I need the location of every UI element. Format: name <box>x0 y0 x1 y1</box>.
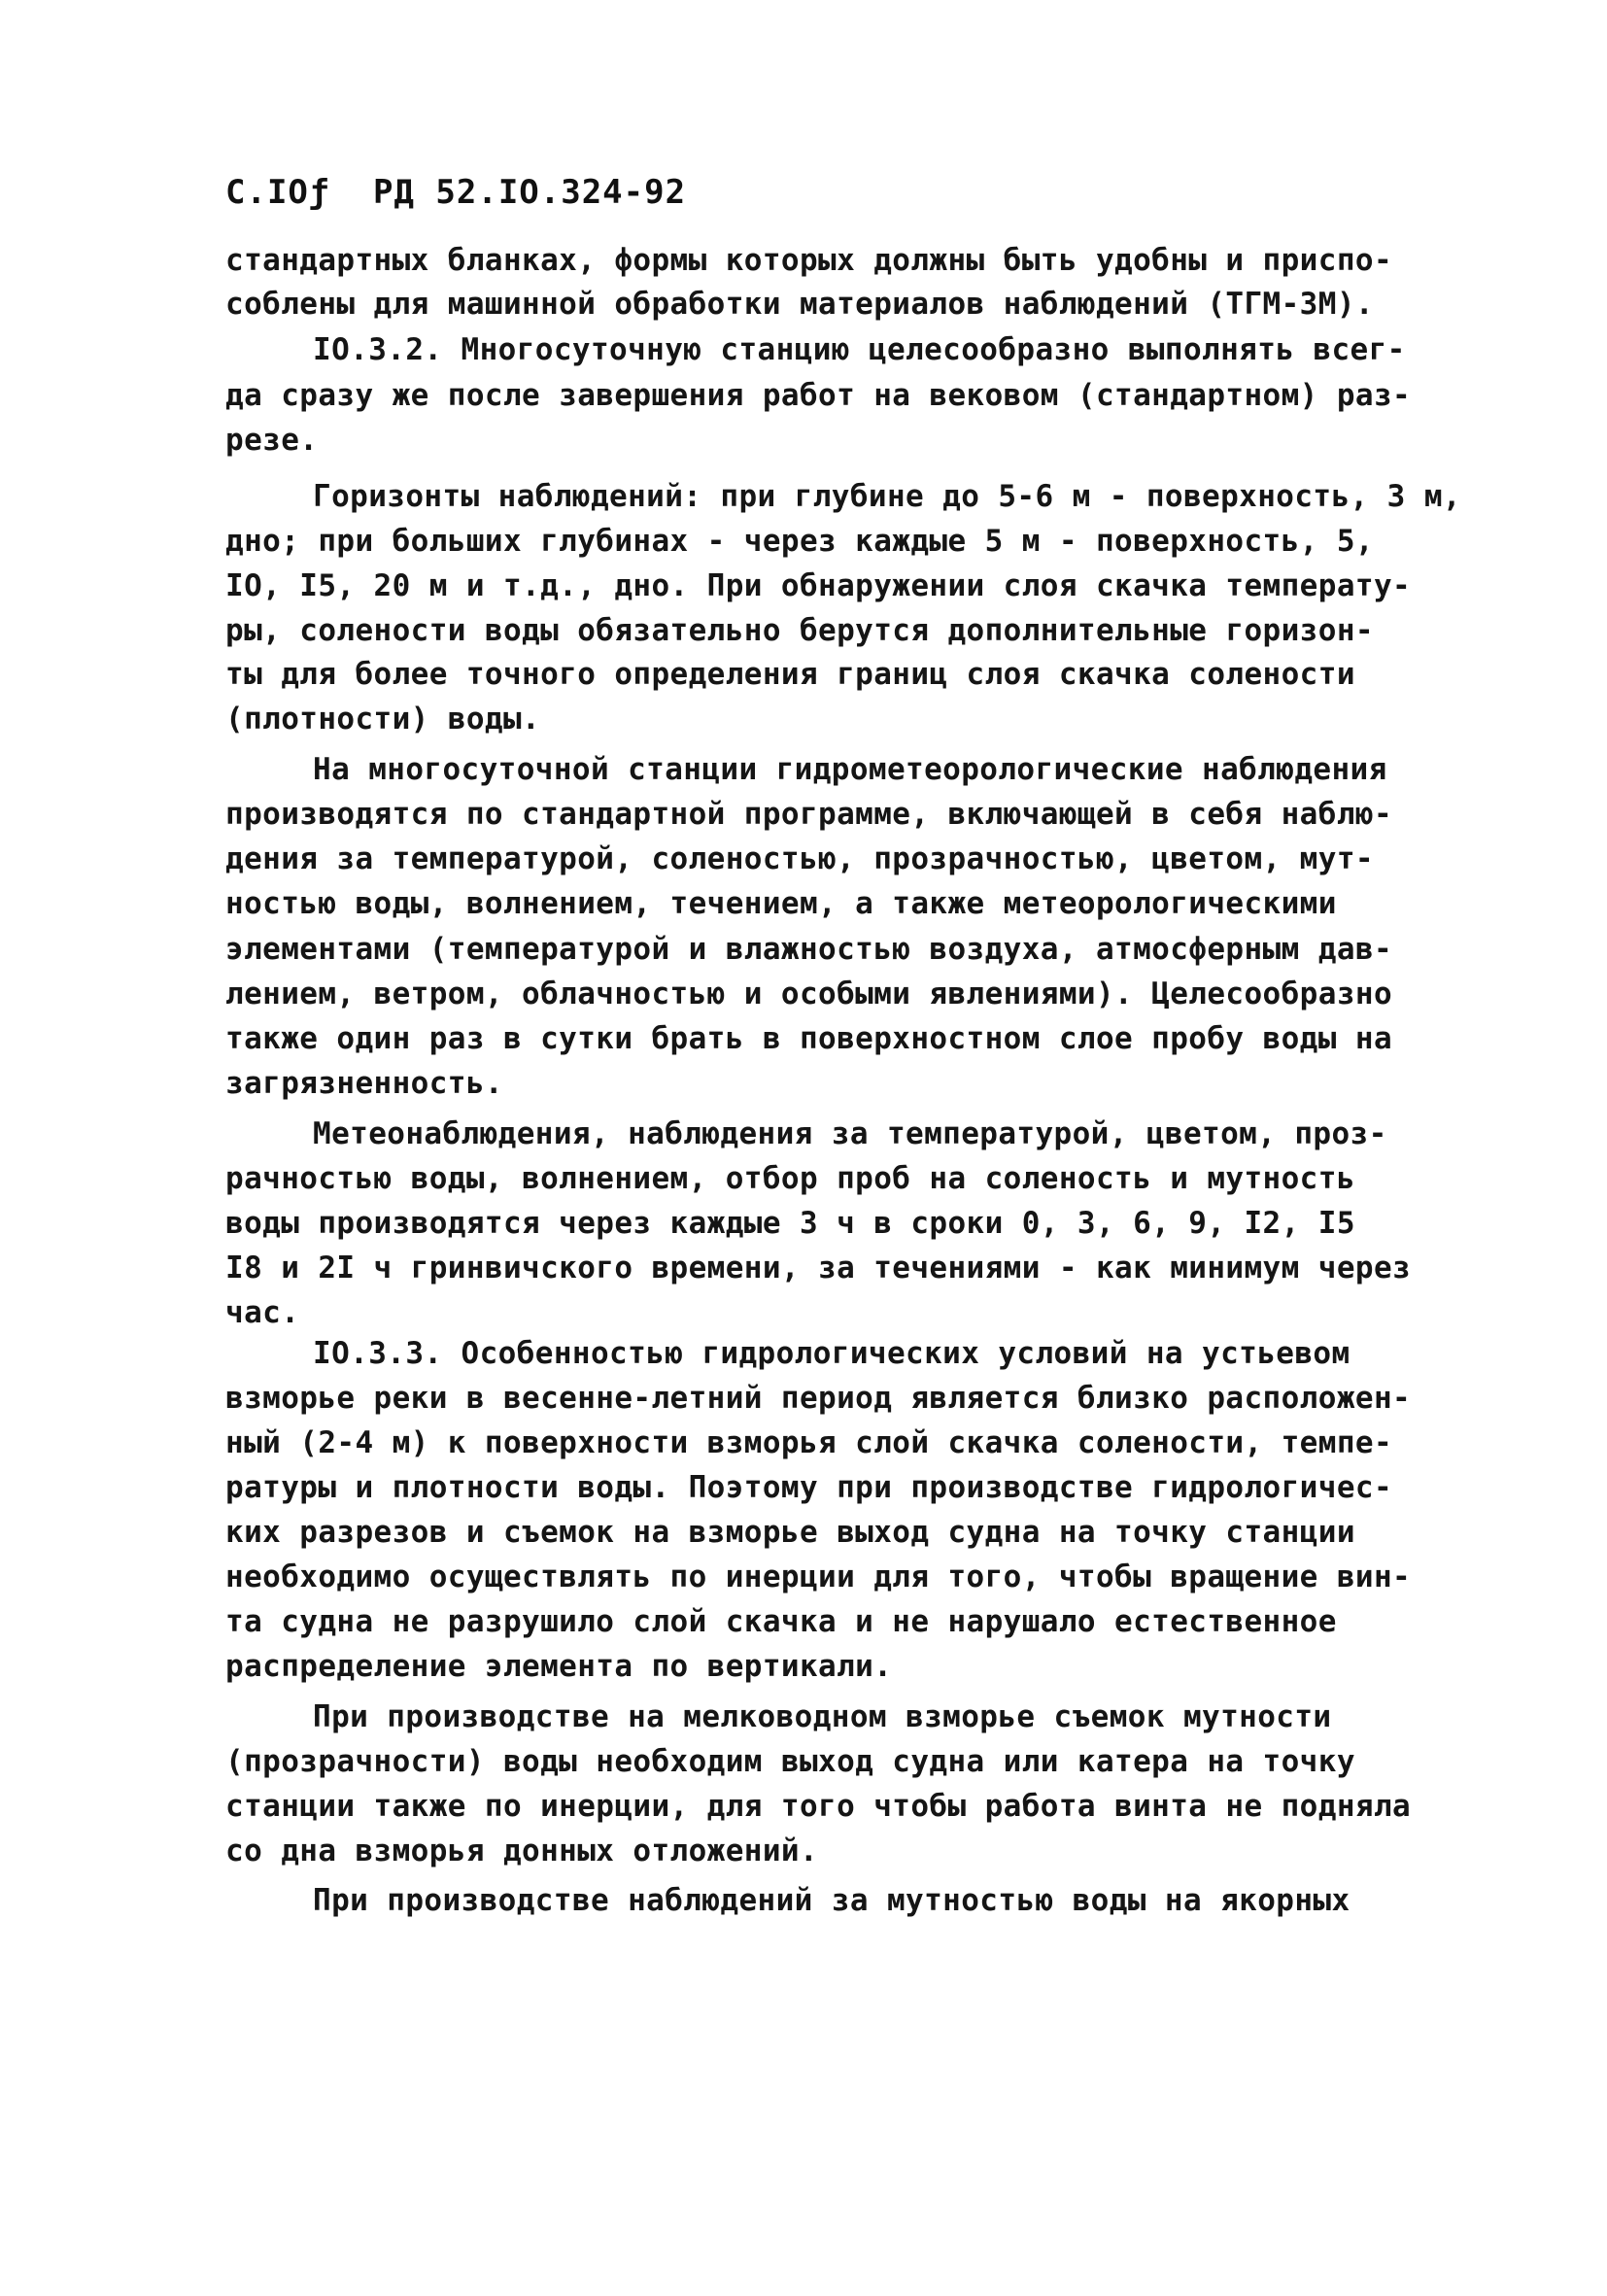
text-line: необходимо осуществлять по инерции для того, чтобы вращение вин- <box>225 1559 1412 1594</box>
text-line: (плотности) воды. <box>225 702 541 737</box>
text-line: На многосуточной станции гидрометеорологические наблюдения <box>313 752 1387 787</box>
document-code: РД 52.IO.324-92 <box>373 173 687 212</box>
page-header <box>225 173 686 212</box>
text-line: IO.3.3. Особенностью гидрологических условий на устьевом <box>313 1336 1351 1371</box>
text-line: ный (2-4 м) к поверхности взморья слой скачка солености, темпе- <box>225 1425 1393 1460</box>
text-line: ты для более точного определения границ слоя скачка солености <box>225 657 1355 692</box>
text-line: станции также по инерции, для того чтобы работа винта не подняла <box>225 1789 1412 1824</box>
text-line: ностью воды, волнением, течением, а также метеорологическими <box>225 886 1337 921</box>
text-line: элементами (температурой и влажностью воздуха, атмосферным дав- <box>225 932 1393 967</box>
text-line: загрязненность. <box>225 1066 503 1101</box>
text-line: со дна взморья донных отложений. <box>225 1833 819 1868</box>
page-number: С.IOƒ <box>225 173 330 212</box>
text-line: стандартных бланках, формы которых должны быть удобны и приспо- <box>225 243 1393 278</box>
text-line: распределение элемента по вертикали. <box>225 1649 893 1684</box>
text-line: I8 и 2I ч гринвичского времени, за течениями - как минимум через <box>225 1251 1412 1285</box>
text-line: час. <box>225 1295 300 1330</box>
text-line: соблены для машинной обработки материалов наблюдений (ТГМ-3М). <box>225 287 1374 322</box>
text-line: дно; при больших глубинах - через каждые 5 м - поверхность, 5, <box>225 524 1374 559</box>
text-line: дения за температурой, соленостью, прозрачностью, цветом, мут- <box>225 841 1374 876</box>
text-line: Горизонты наблюдений: при глубине до 5-6 м - поверхность, 3 м, <box>313 479 1461 514</box>
text-line: Метеонаблюдения, наблюдения за температурой, цветом, проз- <box>313 1116 1387 1151</box>
text-line: ких разрезов и съемок на взморье выход судна на точку станции <box>225 1515 1355 1550</box>
text-line: да сразу же после завершения работ на вековом (стандартном) раз- <box>225 378 1412 413</box>
text-line: производятся по стандартной программе, включающей в себя наблю- <box>225 797 1393 832</box>
text-line: лением, ветром, облачностью и особыми явлениями). Целесообразно <box>225 977 1393 1011</box>
text-line: IO, I5, 20 м и т.д., дно. При обнаружении слоя скачка температу- <box>225 568 1412 603</box>
text-line: ратуры и плотности воды. Поэтому при производстве гидрологичес- <box>225 1470 1393 1505</box>
text-line: ры, солености воды обязательно берутся дополнительные горизон- <box>225 613 1374 648</box>
text-line: При производстве на мелководном взморье съемок мутности <box>313 1699 1332 1734</box>
text-line: воды производятся через каждые 3 ч в сроки 0, 3, 6, 9, I2, I5 <box>225 1206 1355 1241</box>
text-line: взморье реки в весенне-летний период является близко расположен- <box>225 1381 1412 1416</box>
text-line: резе. <box>225 423 319 458</box>
text-line: При производстве наблюдений за мутностью воды на якорных <box>313 1883 1351 1918</box>
text-line: (прозрачности) воды необходим выход судна или катера на точку <box>225 1744 1355 1779</box>
text-line: также один раз в сутки брать в поверхностном слое пробу воды на <box>225 1021 1393 1056</box>
text-line: рачностью воды, волнением, отбор проб на соленость и мутность <box>225 1161 1355 1196</box>
text-line: IO.3.2. Многосуточную станцию целесообразно выполнять всег- <box>313 332 1406 367</box>
text-line: та судна не разрушило слой скачка и не нарушало естественное <box>225 1604 1337 1639</box>
